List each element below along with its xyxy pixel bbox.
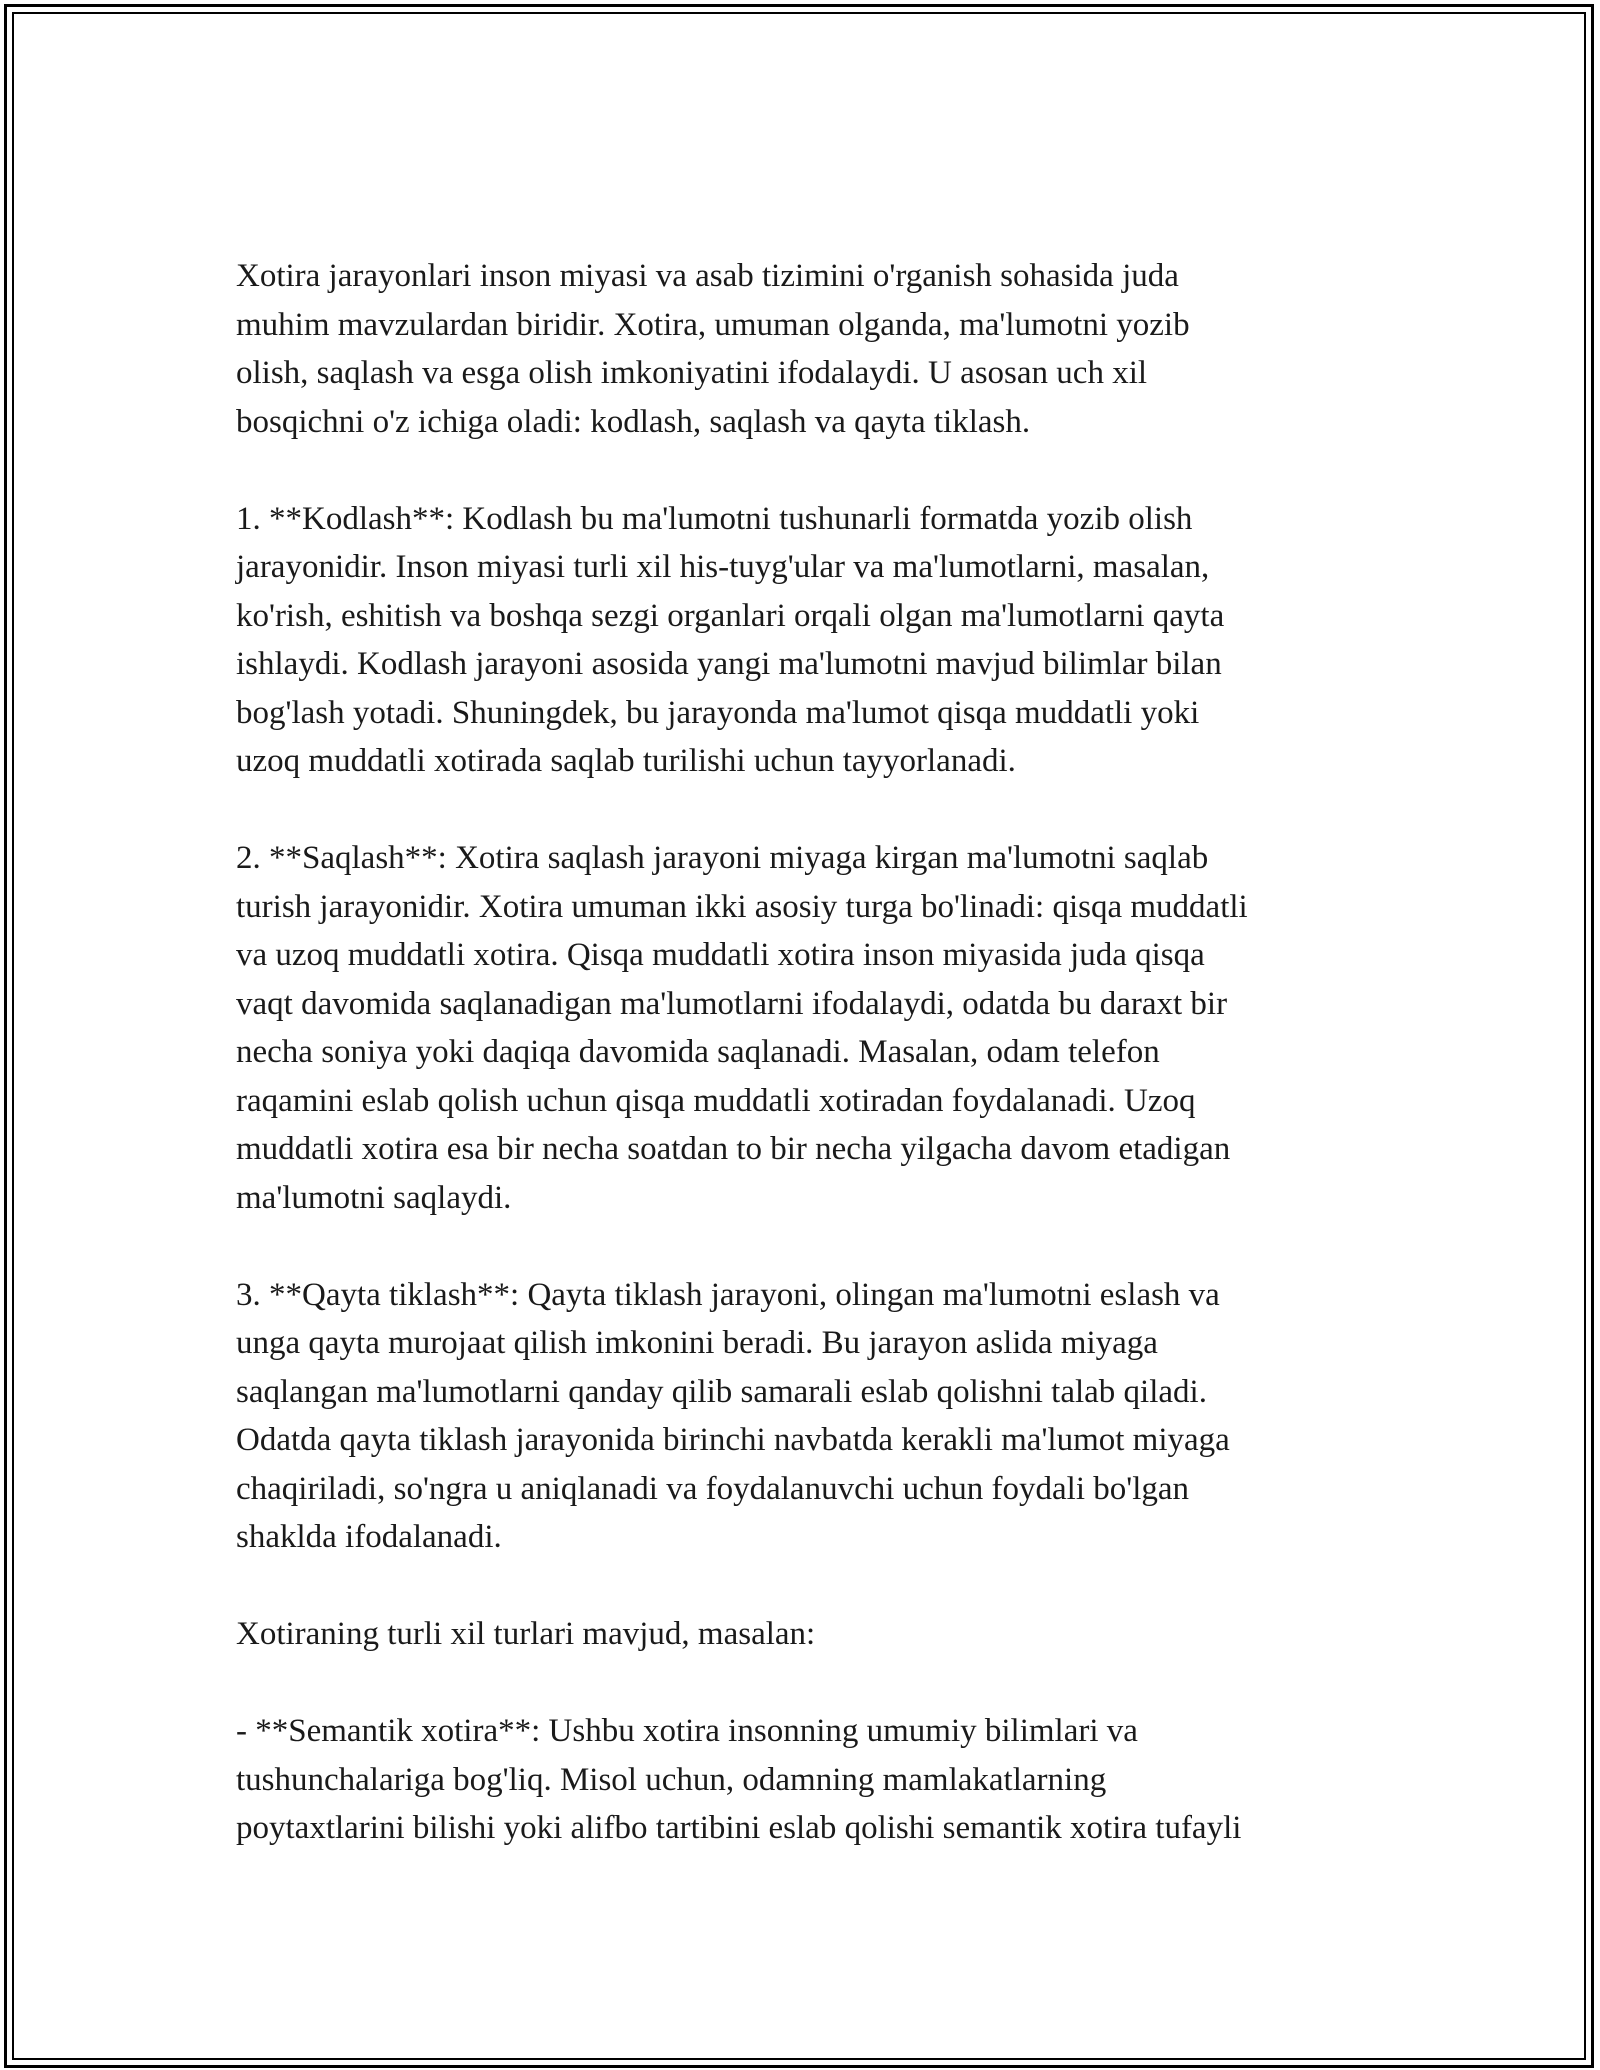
text-line: unga qayta murojaat qilish imkonini beradi. Bu jarayon aslida miyaga <box>236 1325 1158 1361</box>
text-line: vaqt davomida saqlanadigan ma'lumotlarni ifodalaydi, odatda bu daraxt bir <box>236 985 1228 1022</box>
text-line: ma'lumotni saqlaydi. <box>236 1179 512 1216</box>
text-line: olish, saqlash va esga olish imkoniyatini ifodalaydi. U asosan uch xil <box>236 355 1148 391</box>
text-line: necha soniya yoki daqiqa davomida saqlanadi. Masalan, odam telefon <box>236 1034 1160 1070</box>
text-line: va uzoq muddatli xotira. Qisqa muddatli xotira inson miyasida juda qisqa <box>236 937 1205 973</box>
text-line: ishlaydi. Kodlash jarayoni asosida yangi ma'lumotni mavjud bilimlar bilan <box>236 646 1222 682</box>
text-line: 2. **Saqlash**: Xotira saqlash jarayoni miyaga kirgan ma'lumotni saqlab <box>236 840 1209 876</box>
text-line: Xotiraning turli xil turlari mavjud, masalan: <box>236 1616 816 1652</box>
text-line: muddatli xotira esa bir necha soatdan to bir necha yilgacha davom etadigan <box>236 1131 1231 1167</box>
text-line: poytaxtlarini bilishi yoki alifbo tartibini eslab qolishi semantik xotira tufayli <box>236 1810 1242 1846</box>
paragraph-turlari <box>236 1610 1376 1659</box>
document-body <box>236 252 1376 1853</box>
paragraph-qayta-tiklash <box>236 1271 1376 1562</box>
text-line: turish jarayonidir. Xotira umuman ikki asosiy turga bo'linadi: qisqa muddatli <box>236 888 1248 925</box>
text-line: 3. **Qayta tiklash**: Qayta tiklash jarayoni, olingan ma'lumotni eslash va <box>236 1276 1220 1313</box>
text-line: shaklda ifodalanadi. <box>236 1519 502 1555</box>
text-line: jarayonidir. Inson miyasi turli xil his-tuyg'ular va ma'lumotlarni, masalan, <box>236 549 1210 585</box>
text-line: - **Semantik xotira**: Ushbu xotira insonning umumiy bilimlari va <box>236 1713 1138 1749</box>
paragraph-intro <box>236 252 1376 446</box>
text-line: tushunchalariga bog'liq. Misol uchun, odamning mamlakatlarning <box>236 1761 1107 1798</box>
text-line: Xotira jarayonlari inson miyasi va asab tizimini o'rganish sohasida juda <box>236 258 1179 294</box>
text-line: muhim mavzulardan biridir. Xotira, umuman olganda, ma'lumotni yozib <box>236 306 1190 343</box>
text-line: bosqichni o'z ichiga oladi: kodlash, saqlash va qayta tiklash. <box>236 403 1031 440</box>
text-line: 1. **Kodlash**: Kodlash bu ma'lumotni tushunarli formatda yozib olish <box>236 500 1193 537</box>
text-line: Odatda qayta tiklash jarayonida birinchi navbatda kerakli ma'lumot miyaga <box>236 1422 1230 1458</box>
paragraph-saqlash <box>236 834 1376 1222</box>
text-line: raqamini eslab qolish uchun qisqa muddatli xotiradan foydalanadi. Uzoq <box>236 1082 1196 1119</box>
text-line: chaqiriladi, so'ngra u aniqlanadi va foydalanuvchi uchun foydali bo'lgan <box>236 1470 1190 1507</box>
text-line: ko'rish, eshitish va boshqa sezgi organlari orqali olgan ma'lumotlarni qayta <box>236 597 1225 634</box>
paragraph-semantik <box>236 1707 1376 1853</box>
text-line: uzoq muddatli xotirada saqlab turilishi uchun tayyorlanadi. <box>236 743 1016 779</box>
paragraph-kodlash <box>236 495 1376 786</box>
text-line: bog'lash yotadi. Shuningdek, bu jarayonda ma'lumot qisqa muddatli yoki <box>236 694 1200 731</box>
text-line: saqlangan ma'lumotlarni qanday qilib samarali eslab qolishni talab qiladi. <box>236 1373 1207 1410</box>
